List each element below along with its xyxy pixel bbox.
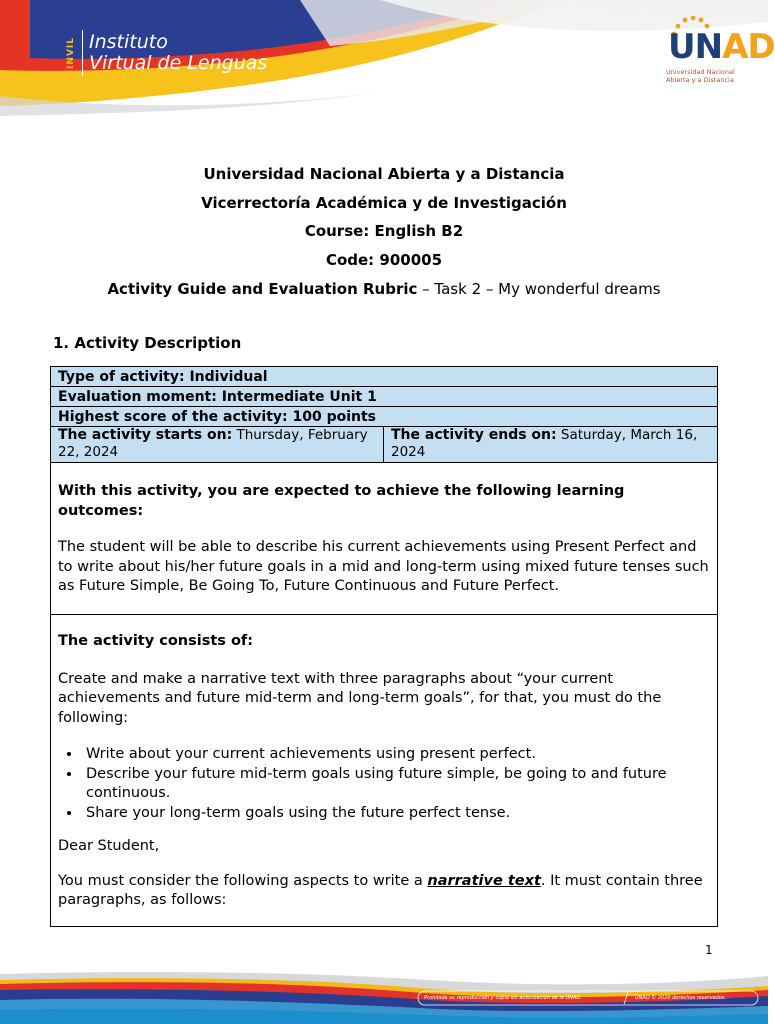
- highest-score-row: Highest score of the activity: 100 points: [51, 407, 717, 427]
- footer-copyright: UNAD © 2020 derechos reservados.: [635, 995, 727, 1001]
- guide-title-bold: Activity Guide and Evaluation Rubric: [107, 279, 418, 298]
- institute-line2: Virtual de Lenguas: [89, 52, 268, 74]
- logo-wordmark: UNAD: [668, 27, 775, 67]
- title-block: [0, 163, 768, 300]
- list-item: • Share your long-term goals using the future perfect tense.: [82, 804, 710, 824]
- list-item: • Write about your current achievements using present perfect.: [82, 745, 710, 765]
- dates-row: [51, 427, 717, 463]
- end-date-cell: [384, 427, 717, 462]
- narrative-text-emphasis: narrative text: [427, 872, 541, 889]
- logo-sub-line1: Universidad Nacional: [666, 68, 735, 76]
- start-date-label: The activity starts on:: [58, 427, 233, 443]
- code-title: Code: 900005: [325, 251, 443, 270]
- start-date-cell: [51, 427, 384, 462]
- end-date-value: Saturday, March 16, 2024: [391, 427, 698, 460]
- aspects-text-before: You must consider the following aspects to write a: [58, 872, 428, 889]
- consists-heading: The activity consists of:: [58, 633, 254, 649]
- outcomes-body: The student will be able to describe his current achievements using Present Perfect and to write about his/her future goals in a mid and long-term using mixed future tenses such as Future Simple, Be Going To, Future Continuous and Future Perfect.: [58, 539, 709, 594]
- institute-line1: Instituto: [89, 31, 168, 53]
- aspects-text-after: . It must contain three paragraphs, as follows:: [58, 872, 703, 908]
- consists-intro: Create and make a narrative text with three paragraphs about “your current achievements and future mid-term and long-term goals”, for that, you must do the following:: [58, 670, 662, 726]
- footer-notice: Prohibida su reproducción y copia sin autorización de la UNAD.: [424, 995, 582, 1001]
- institute-divider: [82, 30, 83, 76]
- task-list: [58, 745, 710, 823]
- vicerrectoria-title: Vicerrectoría Académica y de Investigación: [201, 193, 567, 212]
- institute-vertical-text: INVIL: [66, 37, 76, 69]
- outcomes-cell: [51, 463, 717, 615]
- type-of-activity-row: Type of activity: Individual: [51, 367, 717, 387]
- university-title: Universidad Nacional Abierta y a Distancia: [203, 165, 565, 183]
- dear-student: Dear Student,: [58, 838, 160, 854]
- logo-sub-line2: Abierta y a Distancia: [666, 76, 734, 84]
- guide-title-rest: – Task 2 – My wonderful dreams: [417, 279, 661, 298]
- guide-title: [0, 278, 768, 300]
- start-date-value: Thursday, February 22, 2024: [58, 427, 368, 460]
- evaluation-moment-row: Evaluation moment: Intermediate Unit 1: [51, 387, 717, 407]
- unad-logo: [662, 14, 775, 86]
- end-date-label: The activity ends on:: [391, 427, 557, 443]
- list-item: • Describe your future mid-term goals using future simple, be going to and future continuous.: [82, 765, 710, 804]
- section-heading: 1. Activity Description: [53, 334, 242, 352]
- activity-table: [50, 366, 718, 927]
- aspects-paragraph: [58, 872, 710, 911]
- institute-logo: [66, 30, 267, 76]
- course-title: Course: English B2: [304, 222, 464, 241]
- page-number: 1: [705, 943, 713, 957]
- outcomes-heading: With this activity, you are expected to achieve the following learning outcomes:: [58, 483, 625, 519]
- consists-cell: [51, 615, 717, 926]
